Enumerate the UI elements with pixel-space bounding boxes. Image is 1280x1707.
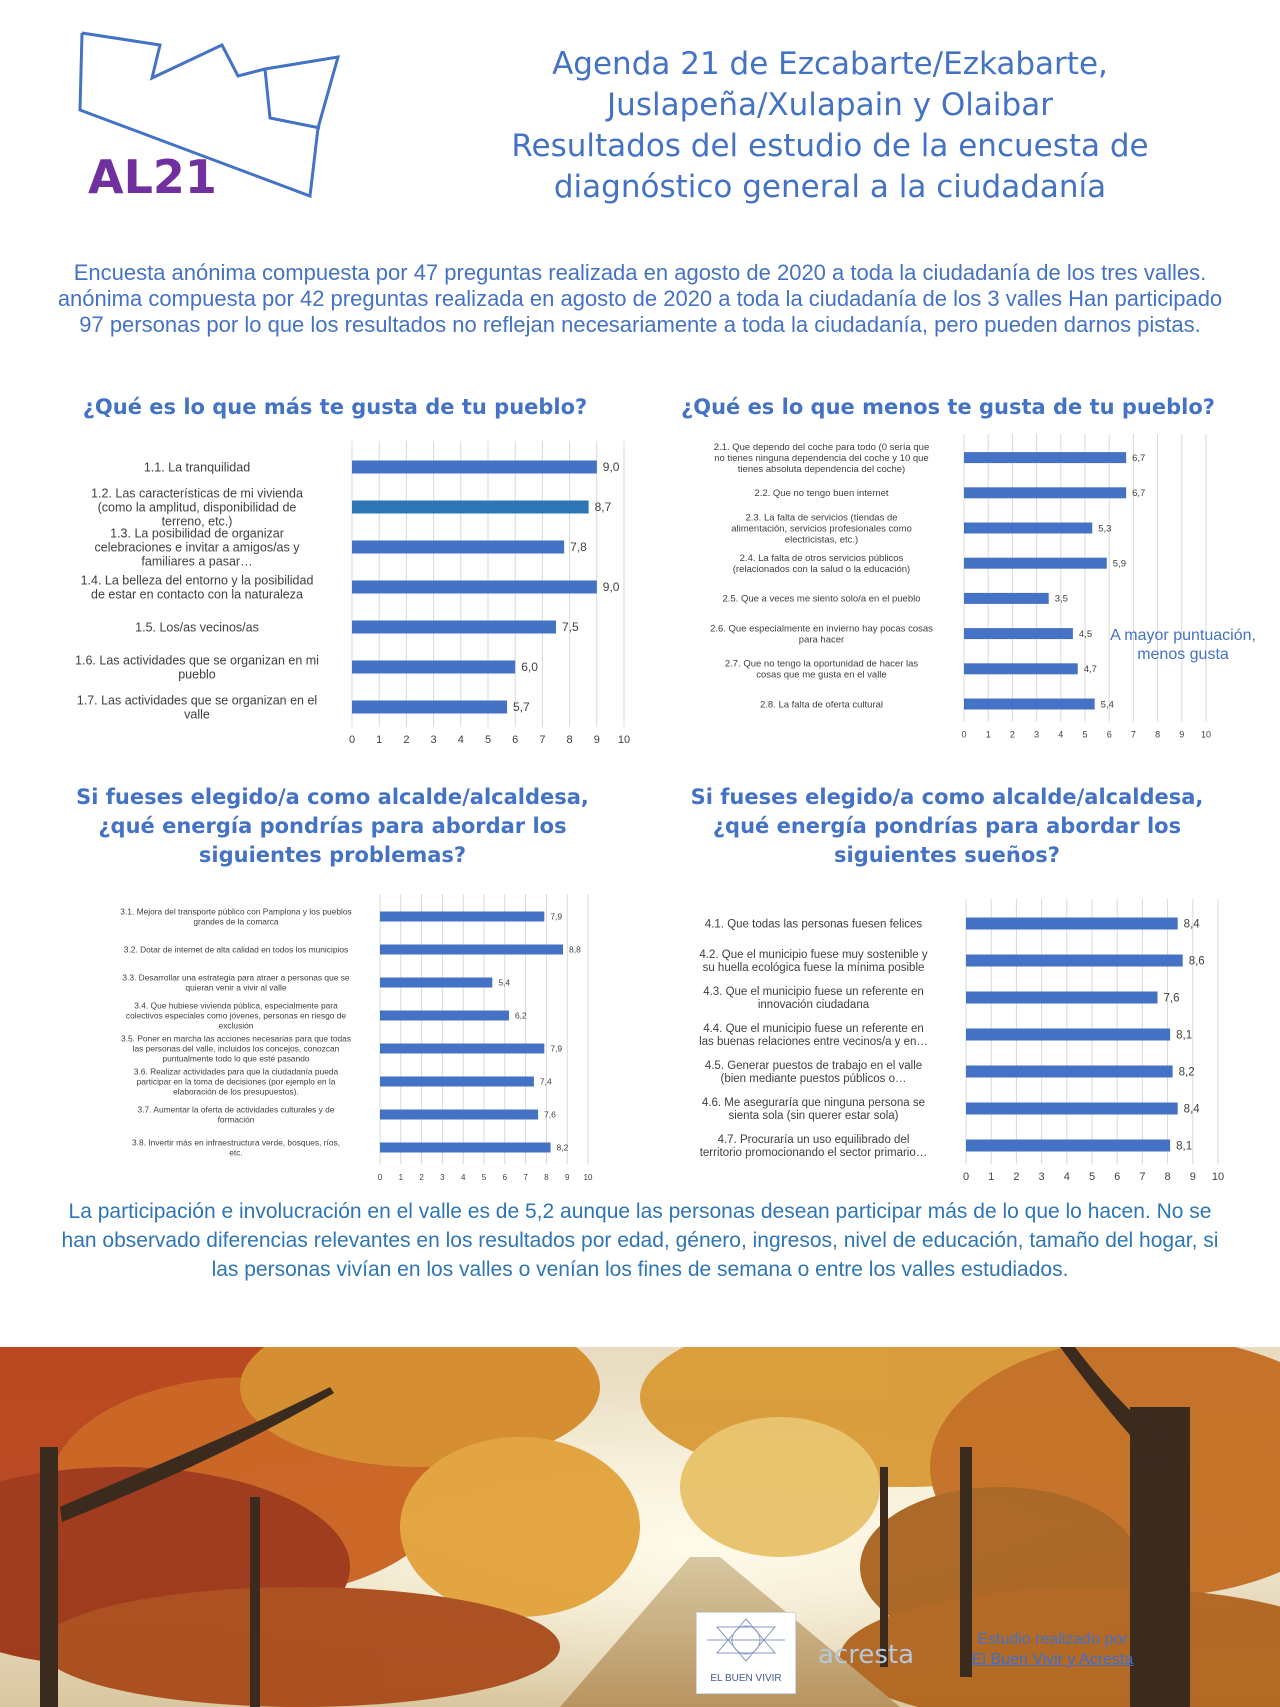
category-label: 1.5. Los/as vecinos/as (135, 620, 259, 635)
logo-text: AL21 (88, 150, 217, 204)
x-tick-label: 6 (512, 734, 519, 746)
category-label: 3.7. Aumentar la oferta de actividades culturales y de formación (137, 1104, 335, 1125)
category-label: 3.8. Invertir más en infraestructura verde, bosques, ríos, etc. (131, 1137, 341, 1158)
chart-4-title: Si fueses elegido/a como alcalde/alcaldesa, ¿qué energía pondrías para abordar los siguientes sueños? (690, 785, 1204, 867)
data-label: 8,6 (1188, 955, 1205, 968)
x-tick-label: 8 (566, 734, 573, 746)
data-label: 8,1 (1176, 1140, 1193, 1153)
bar (352, 501, 589, 514)
data-label: 7,9 (550, 911, 563, 922)
bar (380, 1044, 544, 1054)
category-label: 4.4. Que el municipio fuese un referente en las buenas relaciones entre vecinos/a y en… (699, 1023, 928, 1049)
data-label: 5,4 (1100, 699, 1114, 711)
bar (966, 992, 1158, 1004)
bar (964, 593, 1049, 604)
x-tick-label: 5 (481, 1173, 487, 1182)
x-tick-label: 1 (376, 734, 383, 746)
x-tick-label: 9 (1189, 1171, 1196, 1183)
x-tick-label: 6 (502, 1173, 508, 1182)
category-label: 2.6. Que especialmente en invierno hay pocas cosas para hacer (710, 623, 933, 646)
x-tick-label: 1 (398, 1173, 404, 1182)
bar (964, 523, 1092, 534)
category-label: 2.7. Que no tengo la oportunidad de hacer las cosas que me gusta en el valle (724, 658, 919, 681)
intro-text: Encuesta anónima compuesta por 47 preguntas realizada en agosto de 2020 a toda la ciudadanía de los tres valles. anónima compuesta por 42 preguntas realizada en agosto de 2020 a toda la ciudadanía de los 3 valles Han participado 97 personas por lo que los resultados no reflejan necesariamente a toda la ciudadanía, pero pueden darnos pistas. (57, 260, 1223, 337)
credit-link[interactable]: El Buen Vivir y Acresta (971, 1651, 1134, 1668)
mandala-icon (697, 1613, 795, 1669)
data-label: 8,4 (1183, 1103, 1200, 1116)
page-title (480, 44, 1180, 208)
chart-2-title: ¿Qué es lo que menos te gusta de tu pueblo? (681, 395, 1215, 419)
bar (352, 461, 597, 474)
x-tick-label: 2 (403, 734, 410, 746)
data-label: 6,2 (514, 1010, 527, 1021)
data-label: 7,6 (544, 1109, 556, 1120)
data-label: 8,7 (594, 500, 612, 515)
x-tick-label: 5 (484, 734, 492, 746)
x-tick-label: 8 (544, 1173, 549, 1182)
data-label: 9,0 (602, 460, 620, 475)
category-label: 1.2. Las características de mi vivienda (como la amplitud, disponibilidad de terreno, etc.) (91, 486, 303, 529)
bar (966, 1103, 1178, 1115)
chart-3-title: Si fueses elegido/a como alcalde/alcaldesa, ¿qué energía pondrías para abordar los siguientes problemas? (76, 785, 589, 867)
data-label: 8,1 (1176, 1029, 1193, 1042)
x-tick-label: 9 (1179, 729, 1185, 740)
x-tick-label: 4 (1058, 729, 1064, 740)
data-label: 8,2 (556, 1142, 569, 1153)
bar (352, 581, 597, 594)
data-label: 7,4 (539, 1076, 552, 1087)
bar (964, 628, 1073, 639)
x-tick-label: 8 (1164, 1171, 1171, 1183)
data-label: 7,9 (550, 1043, 563, 1054)
x-tick-label: 2 (1009, 729, 1015, 740)
bar (964, 699, 1095, 710)
x-tick-label: 7 (1130, 729, 1136, 740)
bar (380, 945, 563, 955)
category-label: 4.3. Que el municipio fuese un referente en innovación ciudadana (703, 986, 924, 1012)
category-label: 1.1. La tranquilidad (143, 460, 251, 475)
x-tick-label: 10 (583, 1173, 593, 1182)
x-tick-label: 6 (1114, 1171, 1121, 1183)
x-tick-label: 0 (962, 1171, 970, 1183)
category-label: 4.2. Que el municipio fuese muy sostenible y su huella ecológica fuese la mínima posible (699, 949, 928, 975)
chart-1-title: ¿Qué es lo que más te gusta de tu pueblo? (82, 395, 588, 419)
chart-dreams (640, 885, 1280, 1183)
bar (380, 978, 492, 988)
bar (352, 701, 507, 714)
bar (964, 663, 1078, 674)
x-tick-label: 7 (539, 734, 546, 746)
x-tick-label: 8 (1155, 729, 1161, 740)
bar (966, 1066, 1173, 1078)
bar (352, 661, 515, 674)
category-label: 1.3. La posibilidad de organizar celebraciones e invitar a amigos/as y familiares a pasar… (94, 526, 300, 569)
category-label: 2.3. La falta de servicios (tiendas de alimentación, servicios profesionales como electricistas, etc.) (731, 512, 912, 546)
category-label: 4.6. Me aseguraría que ninguna persona se sienta sola (sin querer estar sola) (701, 1097, 926, 1123)
x-tick-label: 5 (1088, 1171, 1096, 1183)
bar (352, 621, 556, 634)
data-label: 4,7 (1083, 664, 1097, 676)
data-label: 7,6 (1163, 992, 1180, 1005)
category-label: 2.2. Que no tengo buen internet (754, 488, 889, 500)
category-label: 4.5. Generar puestos de trabajo en el valle (bien mediante puestos públicos o… (704, 1060, 923, 1086)
category-label: 1.4. La belleza del entorno y la posibilidad de estar en contacto con la naturaleza (80, 573, 314, 602)
category-label: 1.7. Las actividades que se organizan en el valle (76, 693, 318, 722)
x-tick-label: 1 (988, 1171, 995, 1183)
bar (380, 912, 544, 922)
bar (966, 918, 1178, 930)
al21-logo (70, 28, 380, 218)
data-label: 3,5 (1054, 593, 1068, 605)
x-tick-label: 7 (523, 1173, 528, 1182)
data-label: 9,0 (602, 580, 620, 595)
x-tick-label: 3 (440, 1173, 445, 1182)
x-tick-label: 3 (430, 734, 437, 746)
bar (966, 1140, 1170, 1152)
x-tick-label: 3 (1038, 1171, 1045, 1183)
x-tick-label: 10 (617, 734, 631, 746)
category-label: 4.7. Procuraría un uso equilibrado del territorio promocionando el sector primario… (699, 1134, 928, 1160)
data-label: 7,5 (562, 620, 579, 635)
credit-text (950, 1630, 1155, 1670)
category-label: 4.1. Que todas las personas fuesen felices (704, 918, 923, 931)
bar (964, 558, 1107, 569)
bar (380, 1077, 534, 1087)
x-tick-label: 2 (419, 1173, 424, 1182)
bar (352, 541, 564, 554)
chart-dislikes (640, 430, 1280, 740)
category-label: 2.5. Que a veces me siento solo/a en el pueblo (722, 593, 921, 605)
x-tick-label: 4 (457, 734, 464, 746)
credit-line: Estudio realizado por (977, 1631, 1128, 1648)
data-label: 7,8 (570, 540, 587, 555)
chart-problems (0, 885, 640, 1182)
x-tick-label: 4 (460, 1173, 466, 1182)
chart-likes (0, 435, 640, 746)
data-label: 5,7 (513, 700, 530, 715)
bar (380, 1110, 538, 1120)
title-line: diagnóstico general a la ciudadanía (553, 169, 1107, 205)
title-line: Resultados del estudio de la encuesta de (511, 128, 1149, 164)
data-label: 8,2 (1178, 1066, 1195, 1079)
category-label: 2.1. Que dependo del coche para todo (0 sería que no tienes ninguna dependencia del coche y 10 que tienes absoluta dependencia del coche) (713, 441, 930, 475)
x-tick-label: 9 (564, 1173, 570, 1182)
data-label: 5,9 (1112, 558, 1126, 570)
x-tick-label: 7 (1139, 1171, 1146, 1183)
side-note: A mayor puntuación, menos gusta (1110, 627, 1256, 663)
el-buen-vivir-logo (696, 1612, 796, 1694)
data-label: 5,4 (498, 977, 511, 988)
x-tick-label: 5 (1082, 729, 1088, 740)
title-line: Juslapeña/Xulapain y Olaibar (607, 87, 1053, 123)
x-tick-label: 0 (377, 1173, 383, 1182)
data-label: 5,3 (1098, 523, 1112, 535)
category-label: 3.5. Poner en marcha las acciones necesarias para que todas las personas del valle, incluidos los concejos, conozcan puntualmente todo lo que esté pasando (121, 1033, 351, 1064)
category-label: 3.6. Realizar actividades para que la ciudadanía pueda participar en la toma de decisiones (por ejemplo en la elaboración de los presupuestos). (133, 1066, 339, 1097)
data-label: 8,8 (569, 944, 581, 955)
x-tick-label: 3 (1034, 729, 1040, 740)
category-label: 2.8. La falta de oferta cultural (759, 699, 884, 711)
acresta-logo: acresta (818, 1640, 915, 1670)
x-tick-label: 2 (1013, 1171, 1020, 1183)
category-label: 1.6. Las actividades que se organizan en mi pueblo (75, 653, 319, 682)
title-line: Agenda 21 de Ezcabarte/Ezkabarte, (552, 46, 1108, 82)
category-label: 3.3. Desarrollar una estrategia para atraer a personas que se quieran venir a vivir al valle (122, 972, 350, 993)
x-tick-label: 6 (1106, 729, 1112, 740)
x-tick-label: 9 (593, 734, 600, 746)
x-tick-label: 0 (961, 729, 967, 740)
bar (380, 1143, 551, 1153)
buen-vivir-label: EL BUEN VIVIR (710, 1673, 782, 1684)
data-label: 4,5 (1078, 628, 1093, 640)
data-label: 6,0 (521, 660, 538, 675)
x-tick-label: 10 (1211, 1171, 1225, 1183)
data-label: 6,7 (1132, 488, 1146, 500)
bar (964, 487, 1126, 498)
bar (380, 1011, 509, 1021)
x-tick-label: 0 (348, 734, 356, 746)
data-label: 8,4 (1183, 918, 1200, 931)
bar (964, 452, 1126, 463)
category-label: 3.2. Dotar de internet de alta calidad en todos los municipios (123, 944, 349, 955)
x-tick-label: 10 (1200, 729, 1212, 740)
x-tick-label: 4 (1063, 1171, 1070, 1183)
bar (966, 1029, 1170, 1041)
data-label: 6,7 (1132, 452, 1146, 464)
category-label: 3.4. Que hubiese vivienda pública, especialmente para colectivos especiales como jóvenes, personas en riesgo de exclusión (125, 1000, 347, 1031)
bar (966, 955, 1183, 967)
category-label: 2.4. La falta de otros servicios públicos (relacionados con la salud o la educación) (732, 553, 911, 576)
category-label: 3.1. Mejora del transporte público con Pamplona y los pueblos grandes de la comarca (120, 906, 352, 927)
conclusion-text: La participación e involucración en el valle es de 5,2 aunque las personas desean participar más de lo que lo hacen. No se han observado diferencias relevantes en los resultados por edad, género, ingresos, nivel de educación, tamaño del hogar, si las personas vivían en los valles o venían los fines de semana o entre los valles estudiados. (61, 1200, 1219, 1281)
x-tick-label: 1 (985, 729, 991, 740)
